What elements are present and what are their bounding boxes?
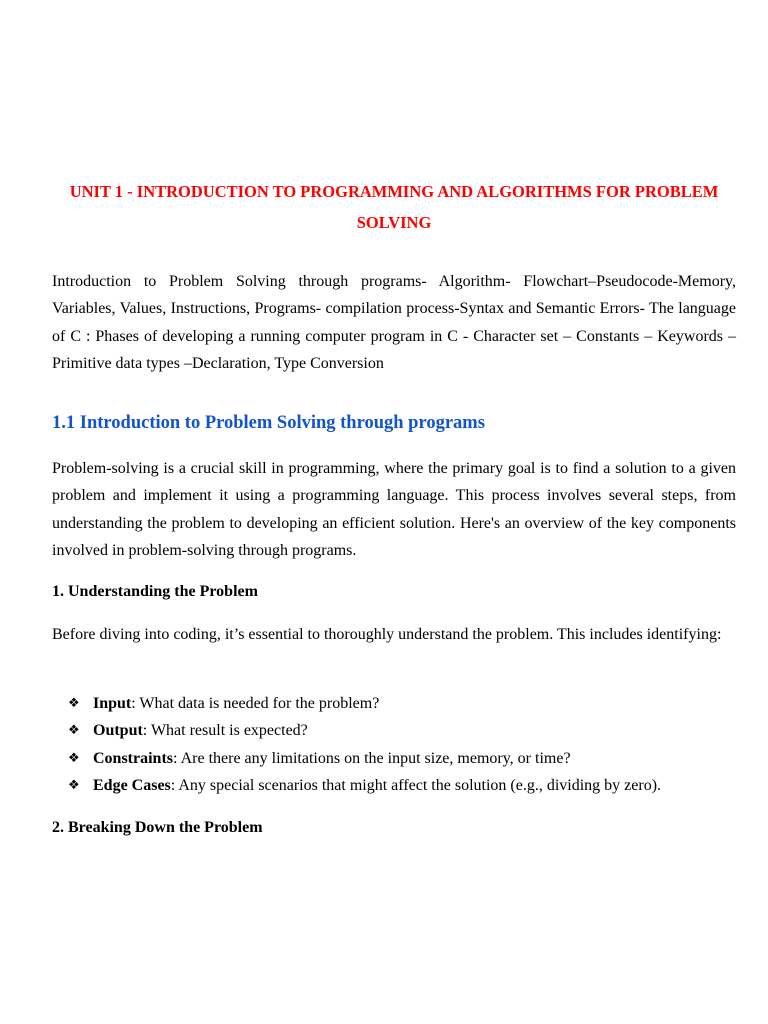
bullet-term: Constraints bbox=[93, 749, 174, 767]
diamond-bullet-icon: ❖ bbox=[68, 750, 80, 766]
list-item bbox=[68, 745, 736, 772]
subsection-heading-breaking-down: 2. Breaking Down the Problem bbox=[52, 819, 263, 836]
syllabus-paragraph: Introduction to Problem Solving through programs- Algorithm- Flowchart–Pseudocode-Memory, Variables, Values, Instructions, Programs- compilation process-Syntax and Semantic Errors- The language of C : Phases of developing a running computer program in C - Character set – Constants – Keywords – Primitive data types –Declaration, Type Conversion bbox=[52, 273, 736, 372]
bullet-desc: : Are there any limitations on the input size, memory, or time? bbox=[173, 749, 571, 767]
bullet-list bbox=[68, 690, 736, 799]
unit-title: UNIT 1 - INTRODUCTION TO PROGRAMMING AND ALGORITHMS FOR PROBLEM SOLVING bbox=[69, 182, 719, 232]
subsection-heading-understanding: 1. Understanding the Problem bbox=[52, 583, 258, 600]
bullet-desc: : What result is expected? bbox=[142, 722, 308, 740]
list-item bbox=[68, 772, 736, 799]
bullet-term: Output bbox=[93, 722, 143, 740]
section-heading: 1.1 Introduction to Problem Solving through programs bbox=[52, 413, 485, 433]
intro-paragraph: Problem-solving is a crucial skill in programming, where the primary goal is to find a solution to a given problem and implement it using a programming language. This process involves several steps, from understanding the problem to developing an efficient solution. Here's an overview of the key components involved in problem-solving through programs. bbox=[52, 460, 736, 559]
bullet-desc: : Any special scenarios that might affect the solution (e.g., dividing by zero). bbox=[170, 776, 662, 794]
bullet-term: Input bbox=[93, 695, 132, 712]
diamond-bullet-icon: ❖ bbox=[68, 777, 80, 793]
diamond-bullet-icon: ❖ bbox=[68, 696, 80, 711]
list-item bbox=[68, 690, 736, 717]
diamond-bullet-icon: ❖ bbox=[68, 723, 80, 739]
bullet-term: Edge Cases bbox=[93, 776, 171, 794]
bullet-desc: : What data is needed for the problem? bbox=[131, 695, 380, 712]
understanding-paragraph: Before diving into coding, it’s essential to thoroughly understand the problem. This includes identifying: bbox=[52, 626, 722, 643]
list-item bbox=[68, 717, 736, 744]
